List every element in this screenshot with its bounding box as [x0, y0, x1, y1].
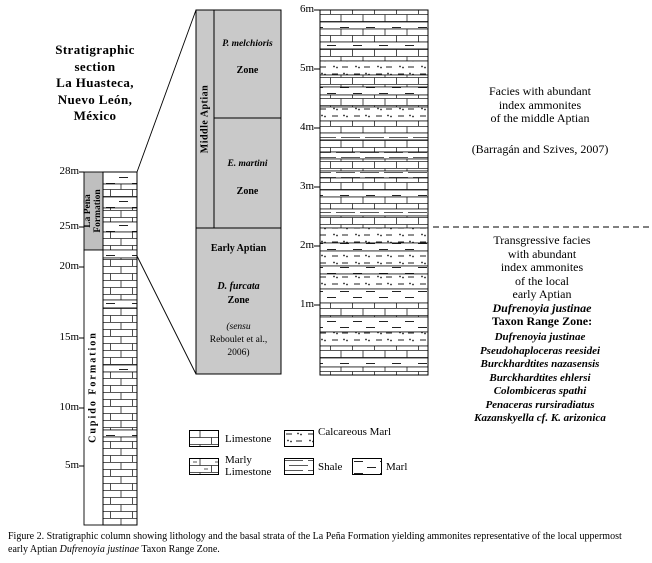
- litho-band-limestone: [103, 258, 137, 300]
- legend-swatch-calcareous-marl: [284, 430, 314, 447]
- litho-band-calcareous_marl: [320, 251, 428, 266]
- middle-facies-line: index ammonites: [498, 97, 582, 112]
- litho-band-limestone: [320, 10, 428, 22]
- litho-band-marl: [320, 87, 428, 95]
- litho-band-limestone: [320, 121, 428, 133]
- left-lithology-column: [103, 172, 137, 525]
- litho-band-limestone: [103, 208, 137, 222]
- caption-taxon: Dufrenoyia justinae: [59, 544, 139, 555]
- legend-swatch-limestone: [189, 430, 219, 447]
- transgressive-line: index ammonites: [500, 260, 584, 274]
- litho-band-calcareous_marl: [320, 228, 428, 243]
- left-scale-10m: 10m: [59, 401, 79, 413]
- zone-furcata-unit: Zone: [227, 295, 250, 306]
- detail-scale-4m: 4m: [299, 121, 314, 133]
- middle-aptian-label: Middle Aptian: [199, 84, 211, 154]
- legend-label-shale: Shale: [318, 461, 343, 473]
- detail-scale-ticks: [314, 10, 320, 305]
- litho-band-limestone: [103, 308, 137, 365]
- litho-band-limestone: [320, 159, 428, 171]
- litho-band-limestone: [320, 49, 428, 61]
- litho-band-marl: [320, 266, 428, 274]
- litho-band-limestone: [103, 437, 137, 525]
- detail-scale-2m: 2m: [299, 239, 314, 251]
- middle-facies-citation: (Barragán and Szives, 2007): [471, 142, 609, 156]
- litho-band-shale: [320, 209, 428, 216]
- transgressive-line: early Aptian: [512, 287, 572, 301]
- caption-line-2: [8, 543, 652, 556]
- litho-band-shale: [320, 171, 428, 178]
- legend-swatch-marl: [352, 458, 382, 475]
- litho-band-calcareous_marl: [320, 332, 428, 346]
- litho-band-marl: [320, 317, 428, 332]
- legend-swatch-shale: [284, 458, 314, 475]
- taxon-zone-label: Taxon Range Zone:: [491, 314, 593, 328]
- litho-band-limestone: [320, 75, 428, 87]
- caption-line-1: Figure 2. Stratigraphic column showing lithology and the basal strata of the La Peña Formation yielding ammonites representative of the local uppermost: [8, 531, 622, 542]
- title-line: México: [73, 108, 117, 123]
- zone-melchioris-unit: Zone: [236, 65, 259, 76]
- litho-band-marl: [103, 222, 137, 232]
- middle-facies-text: [436, 85, 644, 126]
- species-item: Burckhardtites nazasensis: [480, 358, 600, 370]
- title-line: section: [74, 58, 116, 74]
- litho-band-shale: [320, 133, 428, 140]
- zone-martini-name: E. martini: [227, 159, 268, 169]
- title-line: La Huasteca,: [56, 75, 134, 90]
- left-scale-5m: 5m: [64, 459, 79, 471]
- transgressive-facies-text: [436, 234, 648, 329]
- left-scale-28m: 28m: [59, 165, 79, 177]
- zone-furcata-stage: Early Aptian: [210, 243, 267, 254]
- litho-band-limestone: [320, 367, 428, 375]
- species-item: Pseudohaploceras reesidei: [479, 344, 601, 357]
- litho-band-limestone: [320, 29, 428, 42]
- litho-band-marl: [320, 289, 428, 303]
- legend-label-calcareous-marl: Calcareous Marl: [318, 426, 391, 438]
- detail-lithology-column: [320, 10, 428, 375]
- legend-swatch-marly-limestone: [189, 458, 219, 475]
- taxon-name: Dufrenoyia justinae: [492, 300, 592, 315]
- zone-box-melchioris: [214, 10, 281, 118]
- left-scale-15m: 15m: [59, 331, 79, 343]
- middle-facies-line: of the middle Aptian: [490, 111, 590, 125]
- title-line: Stratigraphic: [55, 42, 135, 57]
- litho-band-marl: [103, 250, 137, 258]
- detail-scale-6m: 6m: [299, 3, 314, 15]
- litho-band-limestone: [320, 216, 428, 228]
- zone-furcata-name: D. furcata: [217, 281, 260, 292]
- litho-band-calcareous_marl: [320, 107, 428, 121]
- species-list: [428, 331, 652, 426]
- zone-furcata-ref3: 2006): [227, 348, 250, 358]
- litho-band-limestone: [103, 184, 137, 197]
- litho-band-shale: [320, 152, 428, 159]
- litho-band-limestone: [320, 346, 428, 358]
- figure-caption: [8, 530, 652, 556]
- litho-band-limestone: [320, 140, 428, 152]
- species-item: Burckhardtites ehlersi: [489, 371, 591, 384]
- litho-band-marl: [320, 358, 428, 367]
- litho-band-calcareous_marl: [320, 61, 428, 75]
- zoom-line-bottom: [137, 256, 196, 374]
- legend-label-limestone: Limestone: [225, 433, 272, 445]
- species-item: Colombiceras spathi: [493, 385, 587, 397]
- cupido-formation-label: Cupido Formation: [87, 331, 99, 443]
- litho-band-limestone: [320, 95, 428, 107]
- litho-band-limestone: [103, 232, 137, 250]
- detail-scale-5m: 5m: [299, 62, 314, 74]
- litho-band-marl: [103, 430, 137, 437]
- title-line: Nuevo León,: [57, 91, 133, 107]
- la-pena-formation-label: La Peña Formation: [83, 189, 103, 233]
- detail-scale-1m: 1m: [299, 298, 314, 310]
- left-scale-25m: 25m: [59, 220, 79, 232]
- legend-label-marl: Marl: [386, 461, 408, 473]
- litho-band-marl: [103, 365, 137, 372]
- litho-band-limestone: [320, 178, 428, 190]
- litho-band-limestone: [320, 303, 428, 317]
- litho-band-marl: [320, 22, 428, 29]
- zone-furcata-ref1: (sensu: [226, 322, 251, 332]
- litho-band-calcareous_marl: [320, 274, 428, 289]
- middle-facies-line: Facies with abundant: [489, 84, 591, 98]
- zone-box-martini: [214, 118, 281, 228]
- transgressive-line: of the local: [515, 273, 569, 288]
- caption-line-2-pre: early Aptian: [8, 544, 60, 555]
- legend-label-marly-limestone: Marly Limestone: [225, 454, 272, 478]
- litho-band-marl: [320, 190, 428, 197]
- species-item: Kazanskyella cf. K. arizonica: [474, 412, 606, 424]
- transgressive-line: Transgressive facies: [493, 233, 591, 247]
- detail-scale-3m: 3m: [299, 180, 314, 192]
- litho-band-limestone: [103, 372, 137, 430]
- left-scale-20m: 20m: [59, 260, 79, 272]
- litho-band-marl: [320, 42, 428, 49]
- zone-furcata-ref2: Reboulet et al.,: [209, 335, 268, 345]
- species-item: Dufrenoyia justinae: [494, 331, 586, 343]
- transgressive-line: with abundant: [507, 246, 577, 261]
- litho-band-limestone: [320, 197, 428, 209]
- zone-martini-unit: Zone: [236, 186, 259, 197]
- zone-melchioris-name: P. melchioris: [222, 39, 273, 49]
- section-title: [16, 42, 174, 125]
- litho-band-marl: [103, 172, 137, 184]
- litho-band-marl: [320, 243, 428, 251]
- litho-band-marl: [103, 197, 137, 208]
- litho-band-marl: [103, 300, 137, 308]
- caption-line-2-post: Taxon Range Zone.: [139, 544, 220, 555]
- species-item: Penaceras rursiradiatus: [485, 398, 595, 411]
